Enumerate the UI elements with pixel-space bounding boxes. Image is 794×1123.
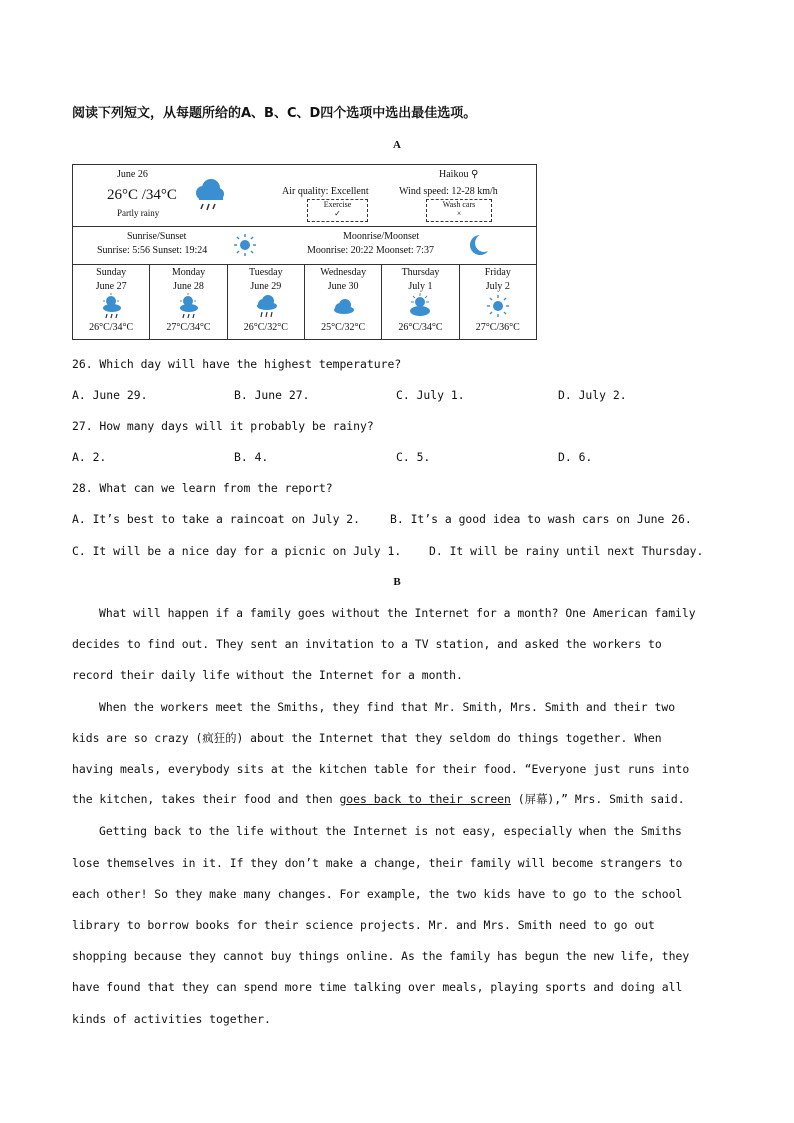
option-b: B. June 27. bbox=[234, 388, 310, 402]
air-quality: Air quality: Excellent bbox=[282, 186, 369, 197]
instruction: 阅读下列短文，从每题所给的A、B、C、D四个选项中选出最佳选项。 bbox=[72, 106, 477, 121]
wash-cars-box bbox=[426, 199, 492, 222]
today-date: June 26 bbox=[117, 169, 148, 180]
day-temp: 26°C/32°C bbox=[243, 322, 288, 333]
day-name: Tuesday bbox=[249, 267, 283, 278]
day-date: June 28 bbox=[173, 281, 204, 292]
forecast-day bbox=[150, 265, 227, 339]
option-d: D. 6. bbox=[558, 450, 593, 464]
sun-icon bbox=[485, 293, 511, 319]
moon-times: Moonrise: 20:22 Moonset: 7:37 bbox=[307, 245, 434, 256]
section-b-heading: B bbox=[393, 576, 401, 588]
section-a-heading: A bbox=[393, 139, 401, 151]
forecast-day bbox=[382, 265, 459, 339]
day-temp: 25°C/32°C bbox=[321, 322, 366, 333]
option-a: A. 2. bbox=[72, 450, 107, 464]
passage-line: record their daily life without the Internet for a month. bbox=[72, 668, 463, 682]
option-c: C. It will be a nice day for a picnic on July 1. bbox=[72, 544, 402, 558]
forecast-day bbox=[460, 265, 536, 339]
weather-report bbox=[72, 164, 537, 340]
passage-line: Getting back to the life without the Internet is not easy, especially when the Smiths bbox=[99, 824, 682, 838]
today-condition: Partly rainy bbox=[117, 208, 160, 218]
sun-moon-row bbox=[73, 227, 536, 265]
day-date: June 27 bbox=[95, 281, 127, 292]
rain-icon bbox=[253, 293, 279, 319]
day-temp: 27°C/34°C bbox=[166, 322, 211, 333]
forecast-row bbox=[73, 265, 536, 339]
day-name: Wednesday bbox=[320, 267, 367, 278]
passage-line: kinds of activities together. bbox=[72, 1012, 271, 1026]
cloud-icon bbox=[330, 293, 356, 319]
day-temp: 27°C/36°C bbox=[475, 322, 520, 333]
exercise-check: ✓ bbox=[334, 209, 341, 218]
city-name: Haikou ⚲ bbox=[439, 169, 479, 180]
rain-icon bbox=[191, 177, 227, 213]
passage-line: lose themselves in it. If they don’t make a change, their family will become strangers to bbox=[72, 856, 683, 870]
option-c: C. July 1. bbox=[396, 388, 465, 402]
passage-line: having meals, everybody sits at the kitchen table for their food. “Everyone just runs into bbox=[72, 762, 690, 776]
day-date: July 2 bbox=[485, 281, 510, 292]
passage-line: each other! So they make many changes. For example, the two kids have to go to the school bbox=[72, 887, 683, 901]
sun-times: Sunrise: 5:56 Sunset: 19:24 bbox=[97, 245, 208, 256]
wash-cars-cross: × bbox=[456, 209, 462, 218]
wind-speed: Wind speed: 12-28 km/h bbox=[399, 186, 498, 197]
forecast-day bbox=[305, 265, 382, 339]
sun-cloud-icon bbox=[407, 293, 433, 319]
sun-rain-icon bbox=[98, 293, 124, 319]
wash-cars-label: Wash cars bbox=[442, 200, 476, 209]
day-name: Thursday bbox=[401, 267, 440, 278]
passage-line: decides to find out. They sent an invitation to a TV station, and asked the workers to bbox=[72, 637, 662, 651]
question-27: 27. How many days will it probably be rainy? bbox=[72, 419, 374, 433]
passage-line: kids are so crazy (疯狂的) about the Internet that they seldom do things together. When bbox=[72, 731, 662, 745]
passage-line: What will happen if a family goes without the Internet for a month? One American family bbox=[99, 606, 696, 620]
day-name: Monday bbox=[171, 267, 206, 278]
today-row bbox=[73, 165, 536, 227]
forecast-day bbox=[228, 265, 305, 339]
option-a: A. June 29. bbox=[72, 388, 148, 402]
passage-line: shopping because they cannot buy things online. As the family has begun the new life, they bbox=[72, 949, 690, 963]
exercise-box bbox=[307, 199, 368, 222]
moon-title: Moonrise/Moonset bbox=[343, 231, 420, 242]
day-temp: 26°C/34°C bbox=[398, 322, 443, 333]
today-temp: 26°C /34°C bbox=[107, 187, 177, 203]
location-pin-icon: ⚲ bbox=[468, 169, 479, 180]
passage-line: the kitchen, takes their food and then goes back to their screen (屏幕),” Mrs. Smith said. bbox=[72, 792, 685, 806]
day-date: June 29 bbox=[250, 281, 282, 292]
underlined-phrase: goes back to their screen bbox=[339, 792, 511, 806]
passage-line: have found that they can spend more time talking over meals, playing sports and doing all bbox=[72, 980, 683, 994]
forecast-day bbox=[73, 265, 150, 339]
passage-line: library to borrow books for their science projects. Mr. and Mrs. Smith need to go out bbox=[72, 918, 655, 932]
day-date: July 1 bbox=[408, 281, 433, 292]
option-a: A. It’s best to take a raincoat on July 2. bbox=[72, 512, 361, 526]
day-name: Friday bbox=[484, 267, 511, 278]
question-28: 28. What can we learn from the report? bbox=[72, 481, 333, 495]
sun-title: Sunrise/Sunset bbox=[127, 231, 187, 242]
option-c: C. 5. bbox=[396, 450, 431, 464]
option-b: B. It’s a good idea to wash cars on June 26. bbox=[390, 512, 692, 526]
passage-line: When the workers meet the Smiths, they find that Mr. Smith, Mrs. Smith and their two bbox=[99, 700, 676, 714]
day-date: June 30 bbox=[327, 281, 359, 292]
question-26: 26. Which day will have the highest temperature? bbox=[72, 357, 402, 371]
option-d: D. July 2. bbox=[558, 388, 627, 402]
day-name: Sunday bbox=[96, 267, 127, 278]
sun-rain-icon bbox=[175, 293, 201, 319]
option-b: B. 4. bbox=[234, 450, 269, 464]
exercise-label: Exercise bbox=[323, 200, 352, 209]
sun-icon bbox=[233, 233, 257, 257]
moon-icon bbox=[465, 232, 491, 258]
option-d: D. It will be rainy until next Thursday. bbox=[429, 544, 704, 558]
day-temp: 26°C/34°C bbox=[89, 322, 134, 333]
